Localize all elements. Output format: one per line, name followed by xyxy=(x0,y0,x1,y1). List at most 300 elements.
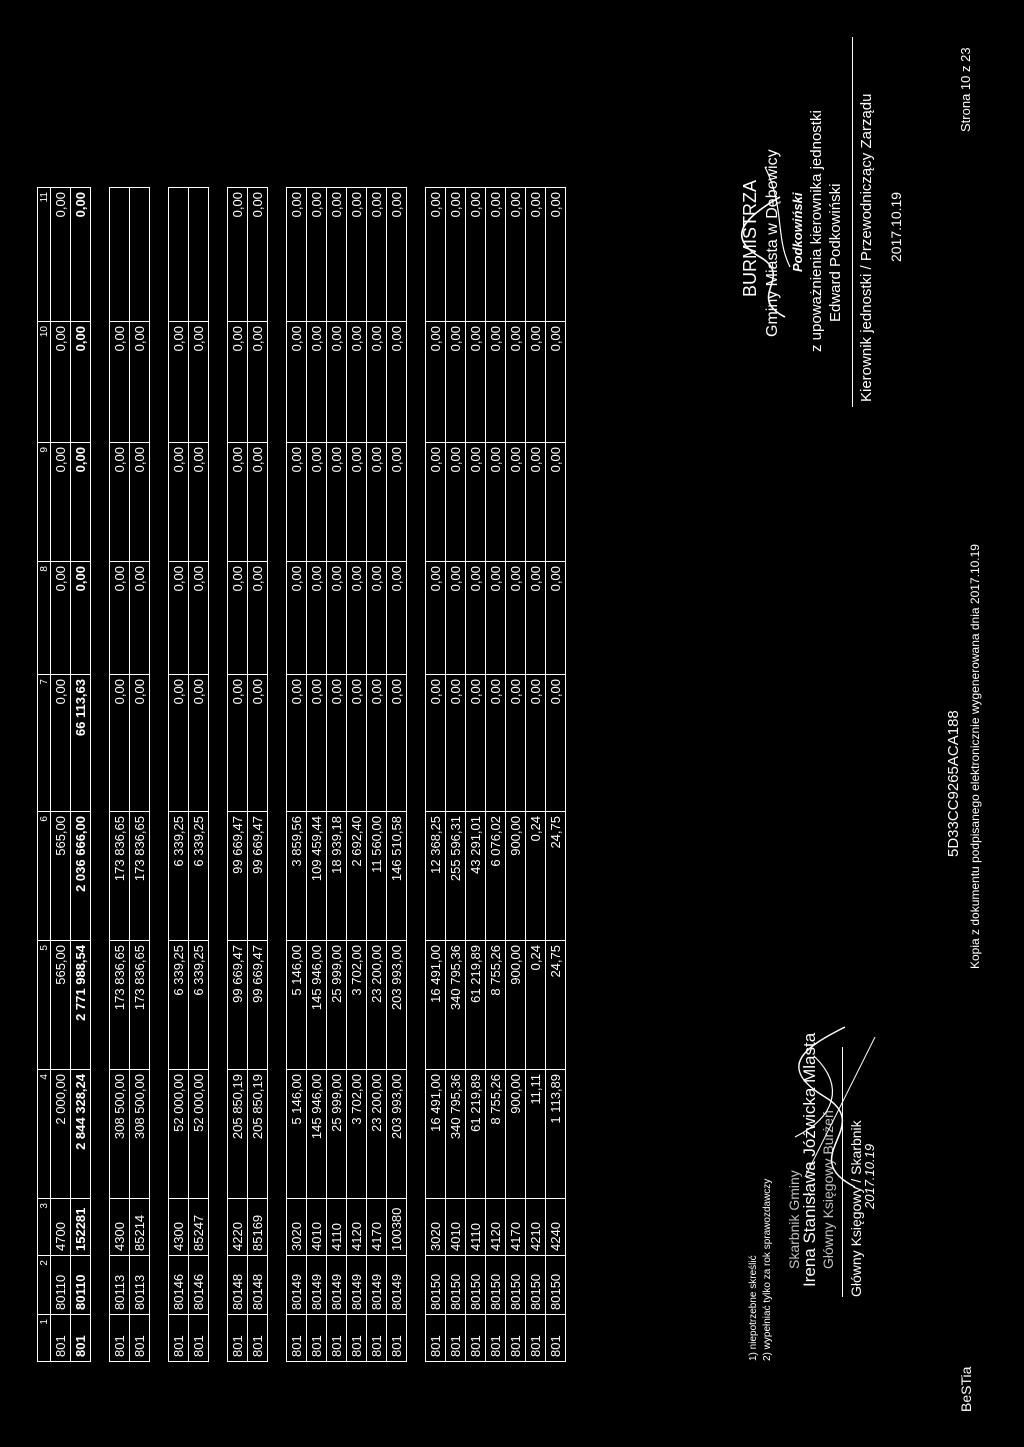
gap-cell xyxy=(150,322,169,443)
column-number: 1 xyxy=(38,1315,51,1362)
gap-cell xyxy=(150,562,169,675)
gap-cell xyxy=(150,812,169,941)
table-cell: 4220 xyxy=(228,1199,248,1256)
table-cell: 4010 xyxy=(307,1199,327,1256)
table-cell: 0,00 xyxy=(367,562,387,675)
table-cell: 3 859,56 xyxy=(287,812,307,941)
gap-cell xyxy=(407,941,426,1070)
gap-cell xyxy=(407,812,426,941)
table-cell: 801 xyxy=(71,1315,91,1362)
table-cell: 4120 xyxy=(486,1199,506,1256)
table-cell: 0,00 xyxy=(446,443,466,562)
table-cell: 4700 xyxy=(51,1199,71,1256)
table-row xyxy=(347,188,367,1362)
table-cell: 61 219,89 xyxy=(466,941,486,1070)
gap-cell xyxy=(268,1199,287,1256)
gap-cell xyxy=(209,675,228,812)
table-cell: 0,00 xyxy=(446,675,466,812)
table-cell: 205 850,19 xyxy=(248,1070,268,1199)
table-cell: 0,00 xyxy=(287,188,307,322)
table-cell: 4210 xyxy=(526,1199,546,1256)
table-cell: 16 491,00 xyxy=(426,1070,446,1199)
right-signature-date: 2017.10.19 xyxy=(888,191,904,262)
table-cell: 52 000,00 xyxy=(169,1070,189,1199)
table-cell: 6 339,25 xyxy=(189,941,209,1070)
gap-cell xyxy=(407,675,426,812)
gap-cell xyxy=(407,322,426,443)
gap-cell xyxy=(91,562,110,675)
table-cell: 173 836,65 xyxy=(110,812,130,941)
gap-cell xyxy=(407,1070,426,1199)
table-row xyxy=(546,188,566,1362)
table-cell: 3 702,00 xyxy=(347,1070,367,1199)
table-cell: 0,00 xyxy=(169,675,189,812)
table-cell: 4120 xyxy=(347,1199,367,1256)
table-cell: 80146 xyxy=(189,1256,209,1315)
right-signature-line xyxy=(852,37,853,407)
table-cell: 0,00 xyxy=(307,322,327,443)
table-cell: 0,00 xyxy=(228,562,248,675)
table-cell: 0,00 xyxy=(327,443,347,562)
table-cell: 80149 xyxy=(347,1256,367,1315)
table-cell: 0,00 xyxy=(387,675,407,812)
right-stamp-sign: Podkowiński xyxy=(790,192,805,272)
table-cell: 801 xyxy=(486,1315,506,1362)
table-cell: 0,00 xyxy=(347,322,367,443)
column-number: 8 xyxy=(38,562,51,675)
table-cell: 24,75 xyxy=(546,941,566,1070)
table-cell: 0,00 xyxy=(189,443,209,562)
table-cell: 5 146,00 xyxy=(287,941,307,1070)
table-cell: 0,00 xyxy=(546,188,566,322)
footer-app-name: BeSTia xyxy=(958,1366,974,1412)
table-cell: 0,00 xyxy=(446,188,466,322)
table-cell: 0,00 xyxy=(546,443,566,562)
gap-cell xyxy=(150,675,169,812)
table-cell: 0,00 xyxy=(526,562,546,675)
table-cell: 0,00 xyxy=(189,562,209,675)
table-cell: 0,00 xyxy=(248,562,268,675)
table-cell: 0,00 xyxy=(287,562,307,675)
table-cell: 80149 xyxy=(387,1256,407,1315)
table-cell: 0,00 xyxy=(189,322,209,443)
table-cell: 80149 xyxy=(287,1256,307,1315)
table-cell: 0,00 xyxy=(367,322,387,443)
table-cell: 0,00 xyxy=(367,188,387,322)
table-cell: 0,00 xyxy=(387,188,407,322)
table-row xyxy=(307,188,327,1362)
table-cell: 801 xyxy=(387,1315,407,1362)
table-cell: 0,00 xyxy=(347,443,367,562)
gap-cell xyxy=(91,188,110,322)
table-cell: 3020 xyxy=(287,1199,307,1256)
table-cell: 203 993,00 xyxy=(387,1070,407,1199)
table-cell: 0,00 xyxy=(486,188,506,322)
table-cell: 100380 xyxy=(387,1199,407,1256)
gap-cell xyxy=(209,1070,228,1199)
table-cell: 24,75 xyxy=(546,812,566,941)
table-cell: 0,00 xyxy=(466,443,486,562)
table-cell: 0,00 xyxy=(169,322,189,443)
gap-cell xyxy=(407,188,426,322)
table-cell: 4010 xyxy=(446,1199,466,1256)
table-cell: 0,00 xyxy=(426,675,446,812)
table-cell: 0,00 xyxy=(486,443,506,562)
table-cell: 801 xyxy=(169,1315,189,1362)
table-cell: 6 339,25 xyxy=(169,812,189,941)
table-cell: 0,00 xyxy=(367,675,387,812)
table-cell: 99 669,47 xyxy=(248,812,268,941)
footer-page-number: Strona 10 z 23 xyxy=(958,47,973,132)
table-cell: 3020 xyxy=(426,1199,446,1256)
gap-cell xyxy=(209,562,228,675)
section-gap xyxy=(91,188,110,1362)
gap-cell xyxy=(209,1256,228,1315)
table-cell: 52 000,00 xyxy=(189,1070,209,1199)
table-row xyxy=(426,188,446,1362)
gap-cell xyxy=(209,941,228,1070)
table-cell: 0,00 xyxy=(387,443,407,562)
table-cell: 6 339,25 xyxy=(189,812,209,941)
table-cell: 173 836,65 xyxy=(130,812,150,941)
table-cell: 0,00 xyxy=(287,443,307,562)
right-stamp-line2: Gminy Miasta w Dębowicy xyxy=(764,149,781,337)
gap-cell xyxy=(91,322,110,443)
right-handwritten-signature-icon xyxy=(735,157,805,327)
table-cell: 0,00 xyxy=(327,562,347,675)
table-cell: 0,00 xyxy=(110,675,130,812)
table-cell: 80148 xyxy=(248,1256,268,1315)
table-cell: 0,00 xyxy=(347,188,367,322)
table-cell: 25 999,00 xyxy=(327,1070,347,1199)
table-cell: 0,00 xyxy=(506,675,526,812)
table-cell: 0,24 xyxy=(526,812,546,941)
table-cell: 0,00 xyxy=(130,322,150,443)
table-cell: 3 702,00 xyxy=(347,941,367,1070)
table-cell: 145 946,00 xyxy=(307,1070,327,1199)
table-cell: 801 xyxy=(51,1315,71,1362)
table-cell: 4240 xyxy=(546,1199,566,1256)
table-cell: 0,00 xyxy=(228,322,248,443)
table-cell: 0,00 xyxy=(228,188,248,322)
table-cell: 109 459,44 xyxy=(307,812,327,941)
table-cell: 0,00 xyxy=(466,562,486,675)
table-row xyxy=(526,188,546,1362)
table-cell: 900,00 xyxy=(506,812,526,941)
table-cell: 0,00 xyxy=(486,675,506,812)
table-cell: 99 669,47 xyxy=(228,941,248,1070)
left-handwritten-signature-icon xyxy=(785,1017,885,1197)
gap-cell xyxy=(150,1256,169,1315)
section-gap xyxy=(209,188,228,1362)
table-row xyxy=(466,188,486,1362)
table-cell: 173 836,65 xyxy=(110,941,130,1070)
table-cell: 801 xyxy=(130,1315,150,1362)
table-cell: 801 xyxy=(367,1315,387,1362)
table-cell: 80110 xyxy=(51,1256,71,1315)
table-cell: 0,00 xyxy=(287,675,307,812)
left-signature-date: 2017.10.19 xyxy=(862,1143,877,1209)
table-cell: 0,00 xyxy=(387,562,407,675)
column-number: 10 xyxy=(38,322,51,443)
table-cell: 801 xyxy=(287,1315,307,1362)
gap-cell xyxy=(268,1256,287,1315)
table-cell: 80146 xyxy=(169,1256,189,1315)
column-number-row xyxy=(38,188,51,1362)
column-number: 9 xyxy=(38,443,51,562)
table-cell: 11,11 xyxy=(526,1070,546,1199)
table-cell: 565,00 xyxy=(51,812,71,941)
table-cell: 4300 xyxy=(110,1199,130,1256)
table-cell: 0,00 xyxy=(71,562,91,675)
table-cell: 80113 xyxy=(110,1256,130,1315)
table-cell: 801 xyxy=(466,1315,486,1362)
table-cell: 0,00 xyxy=(526,322,546,443)
budget-table xyxy=(37,187,566,1362)
table-cell: 0,00 xyxy=(466,675,486,812)
table-cell: 4110 xyxy=(466,1199,486,1256)
table-cell: 0,00 xyxy=(248,443,268,562)
table-row xyxy=(287,188,307,1362)
gap-cell xyxy=(150,1199,169,1256)
gap-cell xyxy=(91,1256,110,1315)
table-cell: 340 795,36 xyxy=(446,1070,466,1199)
table-cell: 145 946,00 xyxy=(307,941,327,1070)
table-cell: 2 036 666,00 xyxy=(71,812,91,941)
table-cell: 25 999,00 xyxy=(327,941,347,1070)
table-cell: 80149 xyxy=(327,1256,347,1315)
table-cell: 80149 xyxy=(367,1256,387,1315)
table-cell: 0,00 xyxy=(110,443,130,562)
table-cell: 0,00 xyxy=(51,675,71,812)
gap-cell xyxy=(268,675,287,812)
gap-cell xyxy=(91,443,110,562)
table-cell xyxy=(110,188,130,322)
table-cell: 80113 xyxy=(130,1256,150,1315)
table-cell: 801 xyxy=(327,1315,347,1362)
gap-cell xyxy=(407,1256,426,1315)
table-cell: 308 500,00 xyxy=(130,1070,150,1199)
table-cell: 0,00 xyxy=(546,322,566,443)
column-number: 11 xyxy=(38,188,51,322)
table-cell: 0,00 xyxy=(110,562,130,675)
table-cell: 0,00 xyxy=(446,322,466,443)
gap-cell xyxy=(407,562,426,675)
column-number: 7 xyxy=(38,675,51,812)
table-cell: 0,00 xyxy=(248,675,268,812)
table-cell: 0,00 xyxy=(307,675,327,812)
table-cell: 0,00 xyxy=(169,562,189,675)
table-cell: 4170 xyxy=(506,1199,526,1256)
table-cell: 0,00 xyxy=(387,322,407,443)
table-cell: 205 850,19 xyxy=(228,1070,248,1199)
table-cell: 85247 xyxy=(189,1199,209,1256)
table-cell xyxy=(169,188,189,322)
table-cell: 2 692,40 xyxy=(347,812,367,941)
gap-cell xyxy=(150,188,169,322)
gap-cell xyxy=(268,188,287,322)
table-cell xyxy=(189,188,209,322)
footnote-2: 2) wypełniać tylko za rok sprawozdawczy xyxy=(762,1178,773,1361)
table-cell: 0,00 xyxy=(51,322,71,443)
gap-cell xyxy=(150,443,169,562)
gap-cell xyxy=(91,1315,110,1362)
table-cell: 0,24 xyxy=(526,941,546,1070)
table-cell: 0,00 xyxy=(110,322,130,443)
table-cell: 0,00 xyxy=(287,322,307,443)
table-cell: 4300 xyxy=(169,1199,189,1256)
table-cell: 12 368,25 xyxy=(426,812,446,941)
table-cell: 80150 xyxy=(526,1256,546,1315)
table-cell: 0,00 xyxy=(426,322,446,443)
table-row xyxy=(367,188,387,1362)
table-cell: 146 510,58 xyxy=(387,812,407,941)
table-cell: 1 113,89 xyxy=(546,1070,566,1199)
table-cell: 0,00 xyxy=(130,675,150,812)
table-row xyxy=(169,188,189,1362)
table-cell: 0,00 xyxy=(327,322,347,443)
table-cell: 0,00 xyxy=(130,562,150,675)
column-number: 2 xyxy=(38,1256,51,1315)
gap-cell xyxy=(268,941,287,1070)
table-row xyxy=(446,188,466,1362)
table-cell: 340 795,36 xyxy=(446,941,466,1070)
table-cell: 0,00 xyxy=(248,322,268,443)
table-cell: 6 076,02 xyxy=(486,812,506,941)
table-row xyxy=(51,188,71,1362)
section-gap xyxy=(268,188,287,1362)
table-row xyxy=(387,188,407,1362)
table-row xyxy=(110,188,130,1362)
table-cell: 0,00 xyxy=(307,443,327,562)
gap-cell xyxy=(407,1315,426,1362)
table-cell: 0,00 xyxy=(327,675,347,812)
table-cell: 173 836,65 xyxy=(130,941,150,1070)
table-cell: 900,00 xyxy=(506,1070,526,1199)
table-cell: 99 669,47 xyxy=(228,812,248,941)
table-cell: 0,00 xyxy=(71,188,91,322)
gap-cell xyxy=(209,1315,228,1362)
table-cell: 0,00 xyxy=(506,443,526,562)
table-cell: 0,00 xyxy=(526,675,546,812)
gap-cell xyxy=(268,322,287,443)
table-cell: 23 200,00 xyxy=(367,941,387,1070)
table-cell: 0,00 xyxy=(506,562,526,675)
table-cell: 801 xyxy=(307,1315,327,1362)
table-row xyxy=(248,188,268,1362)
section-gap xyxy=(150,188,169,1362)
column-number: 3 xyxy=(38,1199,51,1256)
gap-cell xyxy=(91,812,110,941)
left-signature-role: Główny Księgowy / Skarbnik xyxy=(848,1120,864,1297)
table-row xyxy=(486,188,506,1362)
gap-cell xyxy=(91,675,110,812)
table-cell xyxy=(130,188,150,322)
table-cell: 0,00 xyxy=(526,443,546,562)
table-cell: 0,00 xyxy=(426,188,446,322)
table-cell: 0,00 xyxy=(169,443,189,562)
table-cell: 8 755,26 xyxy=(486,941,506,1070)
gap-cell xyxy=(91,1070,110,1199)
right-person: Edward Podkowiński xyxy=(827,183,844,322)
table-cell: 801 xyxy=(506,1315,526,1362)
table-cell: 0,00 xyxy=(307,562,327,675)
table-cell: 0,00 xyxy=(189,675,209,812)
table-cell: 80150 xyxy=(546,1256,566,1315)
table-cell: 0,00 xyxy=(51,188,71,322)
table-cell: 6 339,25 xyxy=(169,941,189,1070)
footer-doc-id: 5D33CC9265ACA188 xyxy=(945,710,962,857)
table-cell: 85214 xyxy=(130,1199,150,1256)
table-cell: 801 xyxy=(526,1315,546,1362)
table-cell: 0,00 xyxy=(347,562,367,675)
table-cell: 80150 xyxy=(446,1256,466,1315)
table-cell: 255 596,31 xyxy=(446,812,466,941)
table-row xyxy=(506,188,526,1362)
table-cell: 2 000,00 xyxy=(51,1070,71,1199)
gap-cell xyxy=(268,443,287,562)
gap-cell xyxy=(268,562,287,675)
right-authorization: z upoważnienia kierownika jednostki xyxy=(808,110,825,352)
left-stamp-line1: Skarbnik Gminy xyxy=(786,1170,802,1269)
gap-cell xyxy=(209,188,228,322)
table-cell: 0,00 xyxy=(426,443,446,562)
table-cell: 801 xyxy=(228,1315,248,1362)
table-cell: 801 xyxy=(426,1315,446,1362)
table-cell: 801 xyxy=(110,1315,130,1362)
column-number: 5 xyxy=(38,941,51,1070)
table-cell: 900,00 xyxy=(506,941,526,1070)
gap-cell xyxy=(407,1199,426,1256)
table-cell: 0,00 xyxy=(546,675,566,812)
column-number: 4 xyxy=(38,1070,51,1199)
right-signature-role: Kierownik jednostki / Przewodniczący Zarządu xyxy=(858,93,875,402)
table-cell: 203 993,00 xyxy=(387,941,407,1070)
table-cell: 308 500,00 xyxy=(110,1070,130,1199)
table-cell: 80148 xyxy=(228,1256,248,1315)
table-cell: 8 755,26 xyxy=(486,1070,506,1199)
gap-cell xyxy=(150,941,169,1070)
table-cell: 5 146,00 xyxy=(287,1070,307,1199)
table-cell: 801 xyxy=(248,1315,268,1362)
gap-cell xyxy=(209,1199,228,1256)
table-cell: 801 xyxy=(446,1315,466,1362)
table-row xyxy=(228,188,248,1362)
table-cell: 80150 xyxy=(486,1256,506,1315)
table-cell: 4110 xyxy=(327,1199,347,1256)
table-cell: 2 771 988,54 xyxy=(71,941,91,1070)
table-cell: 152281 xyxy=(71,1199,91,1256)
table-cell: 0,00 xyxy=(466,322,486,443)
table-cell: 2 844 328,24 xyxy=(71,1070,91,1199)
table-cell: 99 669,47 xyxy=(248,941,268,1070)
table-cell: 0,00 xyxy=(526,188,546,322)
table-cell: 0,00 xyxy=(51,562,71,675)
table-cell: 0,00 xyxy=(466,188,486,322)
table-cell: 80150 xyxy=(506,1256,526,1315)
table-cell: 0,00 xyxy=(486,562,506,675)
gap-cell xyxy=(268,812,287,941)
gap-cell xyxy=(91,941,110,1070)
table-cell: 23 200,00 xyxy=(367,1070,387,1199)
left-stamp-name: Irena Stanisława Jóźwicka Mlasta xyxy=(800,1032,819,1287)
table-cell: 801 xyxy=(189,1315,209,1362)
table-cell: 0,00 xyxy=(228,443,248,562)
table-row xyxy=(130,188,150,1362)
gap-cell xyxy=(268,1315,287,1362)
table-cell: 11 560,00 xyxy=(367,812,387,941)
table-cell: 0,00 xyxy=(446,562,466,675)
